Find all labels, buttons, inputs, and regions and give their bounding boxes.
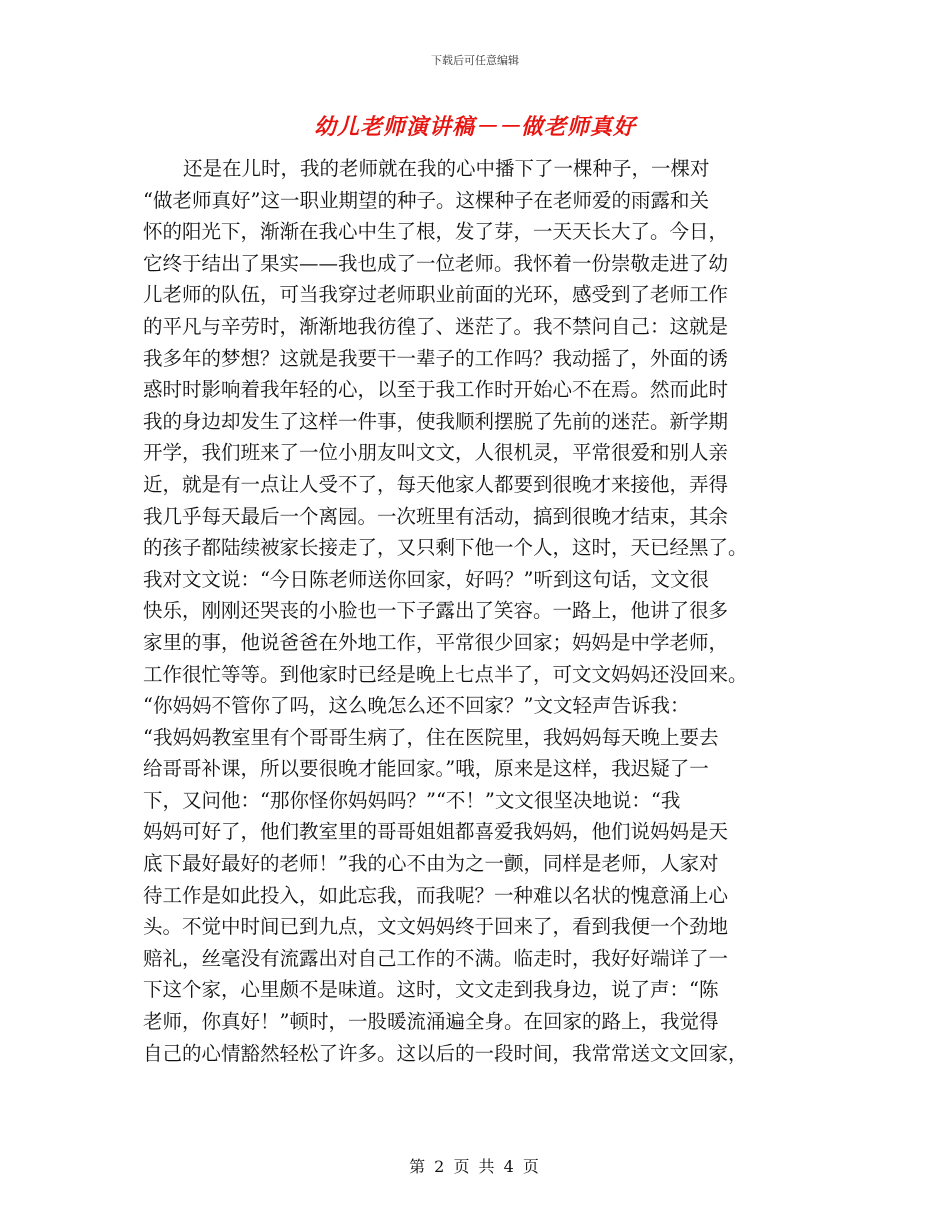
text-line: 还是在儿时，我的老师就在我的心中播下了一棵种子，一棵对 [183,157,710,180]
text-line: 赔礼，丝毫没有流露出对自己工作的不满。临走时，我好好端详了一 [143,946,729,970]
text-line: 的平凡与辛劳时，渐渐地我彷徨了、迷茫了。我不禁问自己：这就是 [143,314,729,338]
text-line: 自己的心情豁然轻松了许多。这以后的一段时间，我常常送文文回家， [143,1041,748,1065]
text-line: 给哥哥补课，所以要很晚才能回家。”哦，原来是这样，我迟疑了一 [143,757,709,781]
text-line: 妈妈可好了，他们教室里的哥哥姐姐都喜爱我妈妈，他们说妈妈是天 [143,820,729,844]
text-line: 下这个家，心里颇不是味道。这时，文文走到我身边，说了声：“陈 [143,978,719,1002]
text-line: 我几乎每天最后一个离园。一次班里有活动，搞到很晚才结束，其余 [143,504,729,528]
text-line: “你妈妈不管你了吗，这么晚怎么还不回家？”文文轻声告诉我： [143,694,690,718]
text-line: 惑时时影响着我年轻的心，以至于我工作时开始心不在焉。然而此时 [143,378,729,402]
page-footer: 第 2 页 共 4 页 [409,1157,541,1176]
text-line: 家里的事，他说爸爸在外地工作，平常很少回家；妈妈是中学老师， [143,630,729,654]
text-line: 我多年的梦想？这就是我要干一辈子的工作吗？我动摇了，外面的诱 [143,346,729,370]
text-line: “做老师真好”这一职业期望的种子。这棵种子在老师爱的雨露和关 [143,188,709,212]
text-line: 怀的阳光下，渐渐在我心中生了根，发了芽，一天天长大了。今日， [143,220,729,244]
text-line: 下，又问他：“那你怪你妈妈吗？”“不！”文文很坚决地说：“我 [143,788,681,812]
text-line: 儿老师的队伍，可当我穿过老师职业前面的光环，感受到了老师工作 [143,283,729,307]
body-paragraph [143,153,807,1069]
text-line: 它终于结出了果实——我也成了一位老师。我怀着一份崇敬走进了幼 [143,251,729,275]
document-title: 幼儿老师演讲稿－－做老师真好 [313,115,636,140]
text-line: 底下最好最好的老师！”我的心不由为之一颤，同样是老师，人家对 [143,852,719,876]
text-line: 老师，你真好！”顿时，一股暖流涌遍全身。在回家的路上，我觉得 [143,1010,719,1034]
text-line: 开学，我们班来了一位小朋友叫文文，人很机灵，平常很爱和别人亲 [143,441,729,465]
text-line: 工作很忙等等。到他家时已经是晚上七点半了，可文文妈妈还没回来。 [143,662,748,686]
text-line: 的孩子都陆续被家长接走了，又只剩下他一个人，这时，天已经黑了。 [143,536,748,560]
text-line: 头。不觉中时间已到九点，文文妈妈终于回来了，看到我便一个劲地 [143,915,729,939]
text-line: 近，就是有一点让人受不了，每天他家人都要到很晚才来接他，弄得 [143,472,729,496]
page-header-note: 下载后可任意编辑 [431,54,519,67]
text-line: “我妈妈教室里有个哥哥生病了，住在医院里，我妈妈每天晚上要去 [143,725,719,749]
text-line: 我对文文说：“今日陈老师送你回家，好吗？”听到这句话，文文很 [143,567,709,591]
text-line: 我的身边却发生了这样一件事，使我顺利摆脱了先前的迷茫。新学期 [143,409,729,433]
text-line: 快乐，刚刚还哭丧的小脸也一下子露出了笑容。一路上，他讲了很多 [143,599,729,623]
text-line: 待工作是如此投入，如此忘我，而我呢？一种难以名状的愧意涌上心 [143,883,729,907]
